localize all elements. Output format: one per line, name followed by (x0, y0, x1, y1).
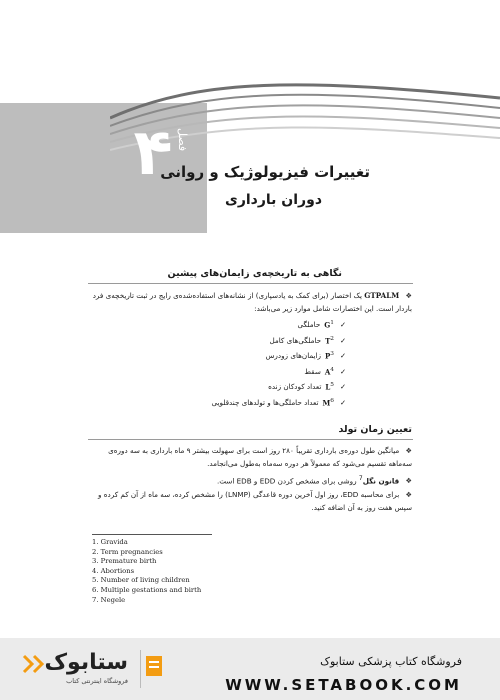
bullet-text: روشی برای مشخص کردن EDD و EDB است. (216, 476, 357, 486)
check-icon: ✓ (339, 335, 347, 345)
letter: L (325, 382, 331, 392)
section-rule (88, 439, 413, 440)
footnote-mark: 4 (330, 366, 334, 373)
footnote: 2. Term pregnancies (92, 547, 163, 556)
check-icon: ✓ (339, 351, 347, 361)
naegele-rule-term: قانون نگل (362, 476, 400, 486)
letter: P (325, 351, 331, 361)
section-heading-history: نگاهی به تاریخچه‌ی زایمان‌های پیشین (167, 268, 342, 279)
diamond-bullet-icon: ❖ (405, 291, 412, 300)
book-box-icon (145, 654, 163, 678)
footnote: 6. Multiple gestations and birth (92, 585, 202, 594)
footnote-mark: 6 (330, 397, 334, 404)
check-icon: ✓ (339, 320, 347, 330)
logo-subtext: فروشگاه اینترنتی کتاب (66, 677, 128, 685)
section-heading-due-date: تعیین زمان تولد (338, 424, 412, 435)
item-letter (324, 320, 334, 329)
logo-separator (140, 650, 141, 688)
letter: M (322, 397, 331, 407)
item-text: تعداد کودکان زنده (268, 382, 322, 392)
due-date-bullet-1 (84, 444, 412, 470)
item-text: زایمان‌های زودرس (265, 351, 322, 361)
diamond-bullet-icon: ❖ (405, 490, 412, 499)
due-date-bullet-3 (84, 488, 412, 514)
list-item (88, 395, 348, 411)
item-letter (325, 351, 334, 360)
item-text: حاملگی (297, 320, 321, 330)
check-icon: ✓ (339, 382, 347, 392)
store-url-link[interactable]: WWW.SETABOOK.COM (225, 676, 462, 694)
item-letter (325, 367, 334, 376)
item-text: تعداد حاملگی‌ها و تولدهای چندقلویی (211, 397, 319, 407)
bullet-text: برای محاسبه EDD، روز اول آخرین دوره قاعدگی (LNMP) را مشخص کرده، سه ماه از آن کم کرده و سپس هفت روز به آن اضافه کنید. (98, 490, 412, 512)
footnote: 4. Abortions (92, 566, 135, 575)
gtpalm-paragraph (84, 289, 412, 315)
chapter-number: ۴ (133, 116, 173, 190)
list-item (88, 379, 348, 395)
chapter-title: تغییرات فیزیولوژیک و روانی (160, 163, 370, 181)
section-rule (88, 283, 413, 284)
letter: A (324, 366, 331, 376)
chapter-label: فصل (176, 128, 189, 152)
item-text: حاملگی‌های کامل (269, 335, 322, 345)
footnote-mark: 5 (330, 382, 334, 389)
bullet-text: میانگین طول دوره‌ی بارداری تقریباً ۲۸۰ روز است برای سهولت بیشتر ۹ ماه بارداری به سه دوره‌ی سه‌ماهه تقسیم می‌شود که معمولاً هر دوره سه‌ماه به‌طول می‌انجامد. (108, 446, 412, 468)
footnote-mark: 7 (358, 475, 363, 482)
setabook-logo[interactable] (22, 650, 132, 688)
footnote: 7. Negele (92, 595, 126, 604)
diamond-bullet-icon: ❖ (405, 476, 412, 486)
logo-text: ستابوک (44, 650, 128, 675)
list-item (88, 333, 348, 349)
diamond-bullet-icon: ❖ (405, 446, 412, 455)
footnote: 3. Premature birth (92, 557, 157, 566)
footnote-mark: 2 (330, 335, 334, 342)
footnote: 5. Number of living children (92, 576, 190, 585)
check-icon: ✓ (339, 397, 347, 407)
gtpalm-term: GTPALM (364, 291, 400, 300)
footnote-mark: 3 (330, 351, 334, 358)
store-name: فروشگاه کتاب پزشکی ستابوک (320, 655, 462, 668)
footnote-rule (92, 534, 212, 535)
list-item (88, 348, 348, 364)
item-letter (323, 398, 334, 407)
item-text: سقط (304, 366, 321, 376)
list-item (88, 364, 348, 380)
item-letter (325, 336, 334, 345)
letter: T (325, 335, 331, 345)
gtpalm-list (88, 317, 348, 410)
footnotes (92, 538, 201, 605)
logo-arrows-icon (22, 654, 52, 674)
list-item (88, 317, 348, 333)
due-date-bullet-2 (84, 472, 412, 487)
item-letter (325, 382, 334, 391)
gtpalm-description: یک اختصار (برای کمک به یادسپاری) از نشانه‌های استفاده‌شده‌ی رایج در ثبت تاریخچه‌ی فرد باردار است. این اختصارات شامل موارد زیر می‌باشد: (92, 291, 412, 313)
check-icon: ✓ (339, 366, 347, 376)
footnote: 1. Gravida (92, 538, 128, 546)
chapter-subtitle: دوران بارداری (224, 192, 322, 208)
footnote-mark: 1 (330, 320, 334, 327)
letter: G (324, 320, 331, 330)
